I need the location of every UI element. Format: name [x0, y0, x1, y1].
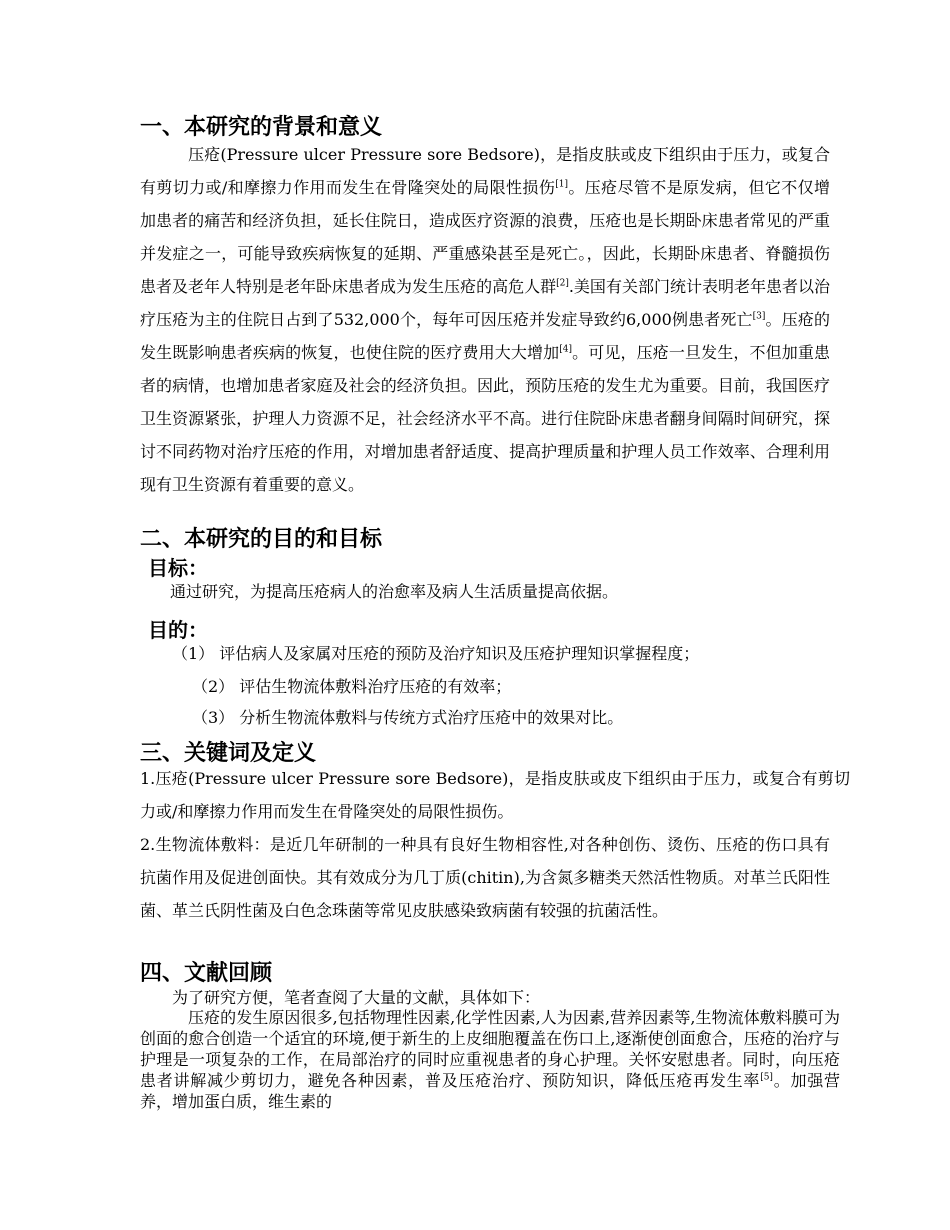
citation-5: [5] — [760, 1072, 773, 1083]
literature-text-b: 。加强营养，增加蛋白质，维生素的 — [140, 1071, 840, 1111]
citation-3: [3] — [752, 311, 766, 322]
citation-2: [2] — [556, 278, 569, 289]
definition-2: 2.生物流体敷料：是近几年研制的一种具有良好生物相容性,对各种创伤、烫伤、压疮的伤口具有抗菌作用及促进创面快。其有效成分为几丁质(chitin),为含氮多糖类天然活性物质。对革兰氏阳性菌、革兰氏阴性菌及白色念珠菌等常见皮肤感染致病菌有较强的抗菌活性。 — [140, 835, 830, 920]
background-text-d: 。压疮的发生既影响患者疾病的恢复，也使住院的医疗费用大大增加 — [140, 310, 830, 362]
section3-heading: 三、关键词及定义 — [140, 741, 317, 766]
citation-1: [1] — [555, 179, 568, 190]
purpose-item: （1） 评估病人及家属对压疮的预防及治疗知识及压疮护理知识掌握程度； — [172, 644, 700, 663]
goal-text: 通过研究，为提高压疮病人的治愈率及病人生活质量提高依据。 — [170, 582, 619, 601]
section2-heading: 二、本研究的目的和目标 — [140, 527, 383, 552]
definition-1: 1.压疮(Pressure ulcer Pressure sore Bedsore)，是指皮肤或皮下组织由于压力，或复合有剪切力或/和摩擦力作用而发生在骨隆突处的局限性损伤。 — [140, 769, 850, 821]
literature-paragraph — [140, 1007, 840, 1112]
background-text-b: 。压疮尽管不是原发病，但它不仅增加患者的痛苦和经济负担，延长住院日，造成医疗资源的浪费，压疮也是长期卧床患者常见的严重并发症之一，可能导致疾病恢复的延期、严重感染甚至是死亡。，因此，长期卧床患者、脊髓损伤患者及老年人特别是老年卧床患者成为发生压疮的高危人群 — [140, 178, 830, 296]
goal-label: 目标： — [148, 556, 208, 580]
citation-4: [4] — [559, 344, 572, 355]
purpose-item: （2） 评估生物流体敷料治疗压疮的有效率； — [192, 677, 512, 696]
literature-intro: 为了研究方便，笔者查阅了大量的文献，具体如下： — [172, 988, 541, 1007]
purpose-item: （3） 分析生物流体敷料与传统方式治疗压疮中的效果对比。 — [192, 708, 624, 727]
literature-text-a: 压疮的发生原因很多,包括物理性因素,化学性因素,人为因素,营养因素等,生物流体敷料膜可为创面的愈合创造一个适宜的环境,便于新生的上皮细胞覆盖在伤口上,逐渐使创面愈合，压疮的治疗与护理是一项复杂的工作，在局部治疗的同时应重视患者的身心护理。关怀安慰患者。同时，向压疮患者讲解减少剪切力，避免各种因素，普及压疮治疗、预防知识，降低压疮再发生率 — [140, 1008, 840, 1090]
background-text-e: 。可见，压疮一旦发生，不但加重患者的病情，也增加患者家庭及社会的经济负担。因此，预防压疮的发生尤为重要。目前，我国医疗卫生资源紧张，护理人力资源不足，社会经济水平不高。进行住院卧床患者翻身间隔时间研究，探讨不同药物对治疗压疮的作用，对增加患者舒适度、提高护理质量和护理人员工作效率、合理利用现有卫生资源有着重要的意义。 — [140, 343, 830, 494]
background-paragraph — [140, 138, 830, 501]
section4-heading: 四、文献回顾 — [140, 961, 273, 986]
background-text-c: .美国有关部门统计表明老年患者以治疗压疮为主的住院日占到了532,000个，每年可因压疮并发症导致约6,000例患者死亡 — [140, 277, 830, 329]
section1-heading: 一、本研究的背景和意义 — [140, 115, 383, 140]
background-text-a: 压疮(Pressure ulcer Pressure sore Bedsore)，是指皮肤或皮下组织由于压力，或复合有剪切力或/和摩擦力作用而发生在骨隆突处的局限性损伤 — [140, 145, 830, 197]
purpose-label: 目的： — [148, 618, 208, 642]
